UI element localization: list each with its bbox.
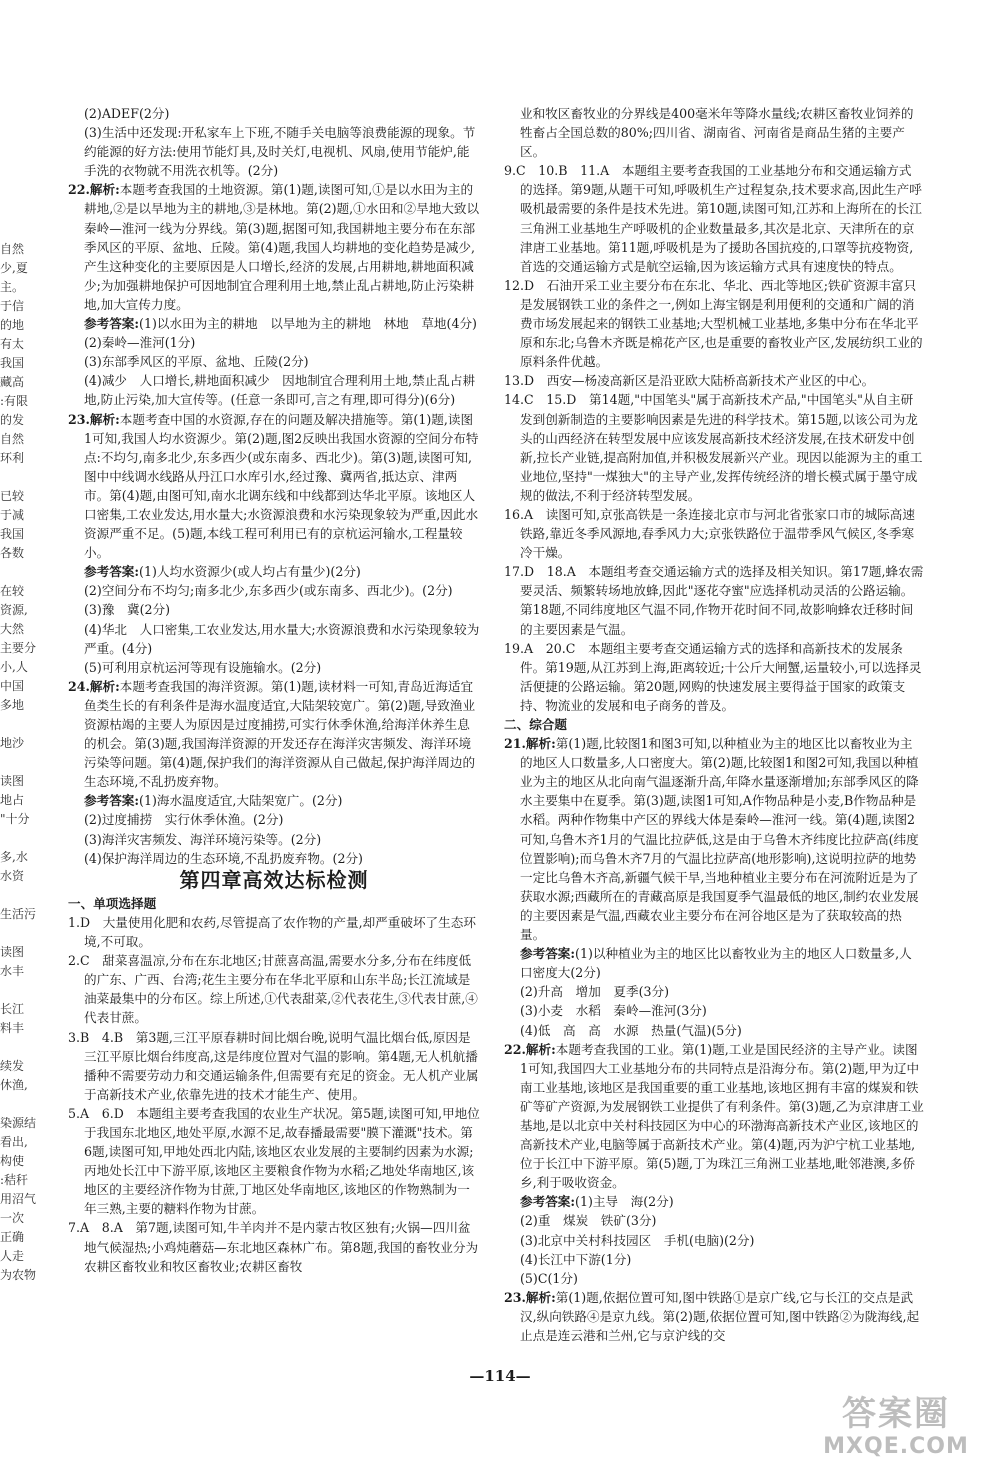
margin-fragment: 一次 (0, 1211, 25, 1225)
question-16: 16.A 读图可知,京张高铁是一条连接北京市与河北省张家口市的城际高速铁路,靠近冬季风源地,春季风力大;京张铁路位于温带季风气候区,冬季寒冷干燥。 (504, 506, 915, 561)
margin-fragment: 染源结 (0, 1116, 37, 1130)
section-heading: 二、综合题 (504, 717, 567, 732)
label-prefix: 参考答案: (84, 564, 140, 580)
margin-fragment: 料丰 (0, 1021, 25, 1035)
answer-line: (3)海洋灾害频发、海洋环境污染等。(2分) (84, 831, 322, 847)
margin-fragment: 中国 (0, 679, 25, 693)
label-prefix: 24.解析: (68, 678, 120, 694)
label-prefix: 参考答案: (84, 316, 140, 332)
question-14-15: 14.C 15.D 第14题,"中国笔头"属于高新技术产品,"中国笔头"从自主研发到创新制造的主要影响因素是先进的科学技术。第15题,以该公司为龙头的山西经济在转型发展中应该发展高新技术经济发展,在技术研发中创新,拉长产业链,提高附加值,并积极发展新兴产业。现因以能源为主的重工业地位,坚持"一煤独大"的主导产业,发挥传统经济的增长模式属于墨守成规的做法,不利于经济转型发展。 (504, 392, 923, 503)
margin-fragment: 多,水 (0, 850, 28, 864)
left-margin-fragments (0, 240, 42, 1285)
margin-fragment: 为农物 (0, 1268, 37, 1282)
margin-fragment: 大然 (0, 622, 25, 636)
answer-line: (3)豫 冀(2分) (84, 602, 171, 618)
margin-fragment: 有太 (0, 337, 25, 351)
watermark-url: MXQE.COM (823, 1434, 969, 1459)
answer-line: (3)东部季风区的平原、盆地、丘陵(2分) (84, 354, 309, 370)
reference-answer: 参考答案:(1)海水温度适宜,大陆架宽广。(2分) (84, 793, 343, 809)
margin-fragment: 于减 (0, 508, 25, 522)
question-5-6: 5.A 6.D 本题组主要考查我国的农业生产状况。第5题,读图可知,甲地位于我国东北地区,地处平原,水源不足,故春播最需要"膜下灌溉"技术。第6题,读图可知,甲地处西北内陆,该地区农业发展的主要制约因素为水源;丙地处长江中下游平原,该地区主要粮食作物为水稻;乙地处华南地区,该地区的主要经济作物为甘蔗,丁地区处华南地区,该地区的作物熟制为一年三熟,主要的糖料作物为甘蔗。 (68, 1105, 480, 1217)
question-3-4: 3.B 4.B 第3题,三江平原春耕时间比烟台晚,说明气温比烟台低,原因是三江平原比烟台纬度高,这是纬度位置对气温的影响。第4题,无人机航播播种不需要劳动力和交通运输条件,但需要有充足的资金。无人机产业属于高新技术产业,依靠先进的技术才能生产、使用。 (68, 1029, 479, 1102)
margin-fragment: 构使 (0, 1154, 25, 1168)
margin-fragment: 自然 (0, 432, 25, 446)
question-17-18: 17.D 18.A 本题组考查交通运输方式的选择及相关知识。第17题,蜂农需要灵活、频繁转场地放蜂,因此"逐花夺蜜"应选择机动灵活的公路运输。第18题,不同纬度地区气温不同,作物开花时间不同,故影响蜂农迁移时间的主要因素是气温。 (504, 564, 924, 637)
margin-fragment: 地占 (0, 793, 25, 807)
question-7-8: 7.A 8.A 第7题,读图可知,牛羊肉并不是内蒙古牧区独有;火锅—四川盆地气候湿热;小鸡炖蘑菇—东北地区森林广布。第8题,我国的畜牧业分为农耕区畜牧业和牧区畜牧业;农耕区畜牧 (68, 1220, 479, 1274)
label-prefix: 22.解析: (68, 182, 120, 198)
answer-line: (2)秦岭—淮河(1分) (84, 335, 196, 351)
margin-fragment: 的发 (0, 413, 25, 427)
margin-fragment: 我国 (0, 356, 25, 370)
margin-fragment (0, 753, 42, 772)
answer-line: (4)长江中下游(1分) (520, 1251, 632, 1267)
answer-line: (2)空间分布不均匀;南多北少,东多西少(或东南多、西北少)。(2分) (84, 583, 453, 599)
margin-fragment: 用沼气 (0, 1192, 37, 1206)
margin-fragment (0, 563, 42, 582)
analysis-22: 22.解析:本题考查我国的土地资源。第(1)题,读图可知,①是以水田为主的耕地,②是以旱地为主的耕地,③是林地。第(2)题,①水田和②旱地大致以秦岭—淮河一线为分界线。第(3)题,据图可知,我国耕地主要分布在东部季风区的平原、盆地、丘陵。第(4)题,我国人均耕地的变化趋势是减少,产生这种变化的主要原因是人口增长,经济的发展,占用耕地,耕地面积减少;为加强耕地保护可因地制宜合理利用土地,禁止乱占耕地,防止污染耕地,加大宣传力度。 (68, 182, 480, 312)
margin-fragment: 水资 (0, 869, 25, 883)
answer-line: (4)低 高 高 水源 热量(气温)(5分) (520, 1022, 742, 1038)
answer-line: (3)北京中关村科技园区 手机(电脑)(2分) (520, 1232, 755, 1248)
question-9-11: 9.C 10.B 11.A 本题组主要考查我国的工业基地分布和交通运输方式的选择。第9题,从题干可知,呼吸机生产过程复杂,技术要求高,因此生产呼吸机最需要的条件是技术先进。第10题,读图可知,江苏和上海所在的长江三角洲工业基地生产呼吸机的企业数量最多,其次是北京、天津所在的京津唐工业基地。第11题,呼吸机是为了援助各国抗疫的,口罩等抗疫物资,首选的交通运输方式是航空运输,因为该运输方式具有速度快的特点。 (504, 163, 922, 274)
margin-fragment (0, 924, 42, 943)
margin-fragment: 各数 (0, 546, 25, 560)
label-prefix: 23.解析: (68, 411, 120, 427)
margin-fragment (0, 1095, 42, 1114)
margin-fragment: 读图 (0, 945, 25, 959)
answer-line: (3)生活中还发现:开私家车上下班,不随手关电脑等浪费能源的现象。节约能源的好方法:使用节能灯具,及时关灯,电视机、风扇,使用节能炉,能手洗的衣物就不用洗衣机等。(2分) (84, 125, 476, 179)
chapter-title: 第四章高效达标检测 (179, 867, 369, 892)
answer-line: (2)重 煤炭 铁矿(3分) (520, 1213, 657, 1229)
margin-fragment: 在较 (0, 584, 25, 598)
margin-fragment: 人走 (0, 1249, 25, 1263)
margin-fragment: 的地 (0, 318, 25, 332)
label-prefix: 参考答案: (520, 1194, 576, 1210)
margin-fragment (0, 886, 42, 905)
margin-fragment (0, 468, 42, 487)
margin-fragment: 正确 (0, 1230, 25, 1244)
margin-fragment: 自然 (0, 242, 25, 256)
margin-fragment: 主要分 (0, 641, 37, 655)
answer-line: (4)华北 人口密集,工农业发达,用水量大;水资源浪费和水污染现象较为严重。(4分) (84, 621, 480, 656)
left-column (68, 104, 480, 1276)
margin-fragment: 我国 (0, 527, 25, 541)
margin-fragment: 长江 (0, 1002, 25, 1016)
analysis-24: 24.解析:本题考查我国的海洋资源。第(1)题,读材料一可知,青岛近海适宜鱼类生长的有利条件是海水温度适宜,大陆架较宽广。第(2)题,导致渔业资源枯竭的主要人为原因是过度捕捞,可实行休季休渔,给海洋休养生息的机会。第(3)题,我国海洋资源的开发还存在海洋灾害频发、海洋环境污染等问题。第(4)题,保护我们的海洋资源从自己做起,保护海洋周边的生态环境,不乱扔废弃物。 (68, 678, 476, 790)
margin-fragment: 生活污 (0, 907, 37, 921)
watermark-logo-text: 答案圈 (842, 1394, 950, 1434)
label-prefix: 23.解析: (504, 1289, 556, 1305)
reference-answer: 参考答案:(1)以水田为主的耕地 以旱地为主的耕地 林地 草地(4分) (84, 316, 477, 332)
continued-text: 业和牧区畜牧业的分界线是400毫米年等降水量线;农耕区畜牧业饲养的牲畜占全国总数的80%;四川省、湖南省、河南省是商品生猪的主要产区。 (520, 106, 914, 160)
question-13: 13.D 西安—杨凌高新区是沿亚欧大陆桥高新技术产业区的中心。 (504, 373, 875, 389)
analysis-22-right: 22.解析:本题考查我国的工业。第(1)题,工业是国民经济的主导产业。读图1可知,我国四大工业基地分布的共同特点是沿海分布。第(2)题,甲为辽中南工业基地,该地区是我国重要的重工业基地,该地区拥有丰富的煤炭和铁矿等矿产资源,为发展钢铁工业提供了有利条件。第(3)题,乙为京津唐工业基地,是以北京中关村科技园区为中心的环渤海高新技术产业区,该地区的高新技术产业,电脑等属于高新技术产业。第(4)题,丙为沪宁杭工业基地,位于长江中下游平原。第(5)题,丁为珠江三角洲工业基地,毗邻港澳,多侨乡,利于吸收资金。 (504, 1041, 924, 1191)
margin-fragment: 已较 (0, 489, 25, 503)
margin-fragment: 藏高 (0, 375, 25, 389)
answer-line: (4)减少 人口增长,耕地面积减少 因地制宜合理利用土地,禁止乱占耕地,防止污染,加大宣传等。(任意一条即可,言之有理,即可得分)(6分) (84, 373, 476, 408)
question-2: 2.C 甜菜喜温凉,分布在东北地区;甘蔗喜高温,需要水分多,分布在纬度低的广东、广西、台湾;花生主要分布在华北平原和山东半岛;长江流域是油菜最集中的分布区。综上所述,①代表甜菜,②代表花生,③代表甘蔗,④代表甘蔗。 (68, 953, 478, 1026)
margin-fragment: 地沙 (0, 736, 25, 750)
label-prefix: 参考答案: (84, 793, 140, 809)
answer-line: (2)升高 增加 夏季(3分) (520, 984, 670, 1000)
margin-fragment: 环利 (0, 451, 25, 465)
answer-line: (2)ADEF(2分) (84, 106, 170, 121)
reference-answer: 参考答案:(1)以种植业为主的地区比以畜牧业为主的地区人口数量多,人口密度大(2分) (520, 946, 912, 981)
margin-fragment (0, 715, 42, 734)
label-prefix: 参考答案: (520, 946, 576, 962)
answer-line: (2)过度捕捞 实行休季休渔。(2分) (84, 812, 284, 828)
analysis-23: 23.解析:本题考查中国的水资源,存在的问题及解决措施等。第(1)题,读图1可知,我国人均水资源少。第(2)题,图2反映出我国水资源的空间分布特点:不均匀,南多北少,东多西少(或东南多、西北少)。第(3)题,读图可知,图中中线调水线路从丹江口水库引水,经过豫、冀两省,抵达京、津两市。第(4)题,由图可知,南水北调东线和中线都到达华北平原。该地区人口密集,工农业发达,用水量大;水资源浪费和水污染现象较为严重,因此水资源严重不足。(5)题,本线工程可利用已有的京杭运河输水,工程量较小。 (68, 411, 479, 561)
margin-fragment: 续发 (0, 1059, 25, 1073)
margin-fragment: 于信 (0, 299, 25, 313)
answer-line: (5)C(1分) (520, 1270, 578, 1286)
margin-fragment: 多地 (0, 698, 25, 712)
margin-fragment: 小,人 (0, 660, 28, 674)
margin-fragment: 水丰 (0, 964, 25, 978)
margin-fragment: 资源, (0, 603, 28, 617)
margin-fragment: :秸秆 (0, 1173, 29, 1187)
analysis-21: 21.解析:第(1)题,比较图1和图3可知,以种植业为主的地区比以畜牧业为主的地区人口数量多,人口密度大。第(2)题,比较图1和图2可知,我国以种植业为主的地区从北向南气温逐渐升高,年降水量逐渐增加;东部季风区的降水主要集中在夏季。第(3)题,读图1可知,A作物品种是小麦,B作物品种是水稻。两种作物集中产区的界线大体是秦岭—淮河一线。第(4)题,读图2可知,乌鲁木齐1月的气温比拉萨低,这是由于乌鲁木齐纬度比拉萨高(纬度位置影响);而乌鲁木齐7月的气温比拉萨高(地形影响),这说明拉萨的地势一定比乌鲁木齐高,新疆气候干旱,当地种植业主要分布在河流附近是为了获取水源;西藏所在的青藏高原是我国夏季气温最低的地区,制约农业发展的主要因素是气温,西藏农业主要分布在河谷地区是为了获取较高的热量。 (504, 736, 919, 943)
margin-fragment: :有限 (0, 394, 29, 408)
page-number: —114— (469, 1367, 531, 1385)
question-19-20: 19.A 20.C 本题组主要考查交通运输方式的选择和高新技术的发展条件。第19题,从江苏到上海,距离较近;十公斤大闸蟹,运量较小,可以选择灵活便捷的公路运输。第20题,网购的快速发展主要得益于国家的政策支持、物流业的发展和电子商务的普及。 (504, 640, 922, 713)
section-heading: 一、单项选择题 (68, 895, 157, 911)
answer-line: (4)保护海洋周边的生态环境,不乱扔废弃物。(2分) (84, 850, 363, 866)
margin-fragment (0, 829, 42, 848)
margin-fragment: "十分 (0, 812, 30, 826)
answer-line: (5)可利用京杭运河等现有设施输水。(2分) (84, 659, 322, 675)
margin-fragment: 看出, (0, 1135, 28, 1149)
reference-answer: 参考答案:(1)人均水资源少(或人均占有量少)(2分) (84, 564, 361, 580)
margin-fragment (0, 1038, 42, 1057)
right-column (504, 104, 924, 1345)
label-prefix: 22.解析: (504, 1041, 556, 1057)
margin-fragment: 读图 (0, 774, 25, 788)
label-prefix: 21.解析: (504, 736, 556, 752)
question-12: 12.D 石油开采工业主要分布在东北、华北、西北等地区;铁矿资源丰富只是发展钢铁工业的条件之一,例如上海宝钢是利用便利的交通和广阔的消费市场发展起来的钢铁工业基地;大型机械工业基地,多集中分布在华北平原和东北;乌鲁木齐既是棉花产区,也是重要的畜牧业产区,发展纺织工业的原料条件优越。 (504, 277, 923, 370)
answer-line: (3)小麦 水稻 秦岭—淮河(3分) (520, 1003, 707, 1019)
reference-answer: 参考答案:(1)主导 海(2分) (520, 1194, 674, 1210)
analysis-23-right: 23.解析:第(1)题,依据位置可知,图中铁路①是京广线,它与长江的交点是武汉,纵向铁路④是京九线。第(2)题,依据位置可知,图中铁路②为陇海线,起止点是连云港和兰州,它与京沪线的交 (504, 1289, 920, 1343)
margin-fragment: 主。 (0, 280, 25, 294)
margin-fragment (0, 981, 42, 1000)
margin-fragment: 休渔, (0, 1078, 28, 1092)
margin-fragment: 少,夏 (0, 261, 28, 275)
watermark-logo (806, 1394, 986, 1459)
question-1: 1.D 大量使用化肥和农药,尽管提高了农作物的产量,却严重破坏了生态环境,不可取。 (68, 914, 476, 950)
